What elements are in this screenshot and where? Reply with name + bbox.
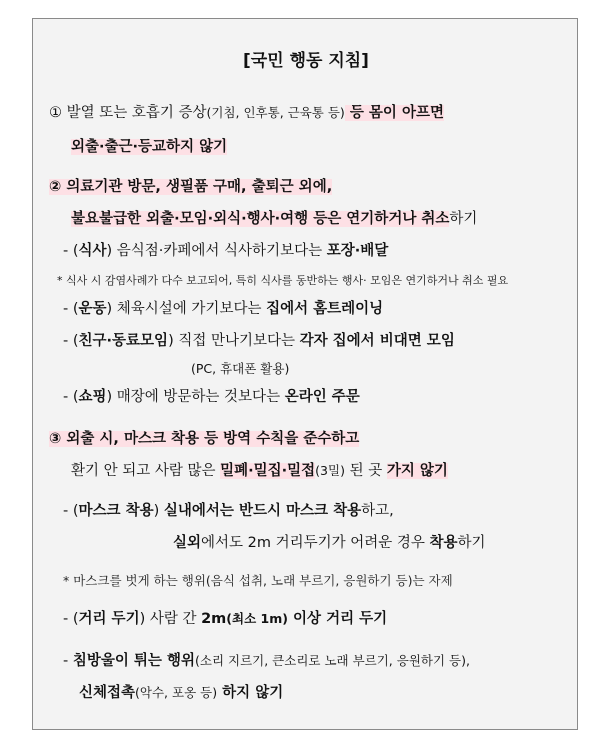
item3-mask-note: * 마스크를 벗게 하는 행위(음식 섭취, 노래 부르기, 응원하기 등)는 자제 (63, 573, 453, 588)
item3-sub-contact: 신체접촉(악수, 포옹 등) 하지 않기 (79, 685, 284, 701)
item3-number: ③ (49, 431, 62, 447)
item3-line1: ③ 외출 시, 마스크 착용 등 방역 수칙을 준수하고 (49, 431, 360, 447)
item2-sub-exercise: - (운동) 체육시설에 가기보다는 집에서 홈트레이닝 (63, 301, 384, 317)
document-title: [국민 행동 지침] (243, 51, 369, 71)
item2-sub-meeting: - (친구·동료모임) 직접 만나기보다는 각자 집에서 비대면 모임 (63, 333, 455, 349)
guideline-document (32, 18, 578, 730)
item2-sub-meal: - (식사) 음식점·카페에서 식사하기보다는 포장·배달 (63, 243, 389, 259)
item1-number: ① (49, 105, 62, 121)
item1-line2: 외출·출근·등교하지 않기 (71, 139, 228, 155)
item3-sub-distance: - (거리 두기) 사람 간 2m(최소 1m) 이상 거리 두기 (63, 611, 388, 627)
item2-number: ② (49, 179, 62, 195)
item3-sub-mask-line2: 실외에서도 2m 거리두기가 어려운 경우 착용하기 (173, 535, 486, 551)
item1-line1: ① 발열 또는 호흡기 증상(기침, 인후통, 근육통 등) 등 몸이 아프면 (49, 105, 444, 121)
item3-sub-droplets: - 침방울이 튀는 행위(소리 지르기, 큰소리로 노래 부르기, 응원하기 등), (63, 653, 470, 669)
item2-meal-note: * 식사 시 감염사례가 다수 보고되어, 특히 식사를 동반하는 행사· 모임은 연기하거나 취소 필요 (57, 274, 509, 287)
item2-sub-shopping: - (쇼핑) 매장에 방문하는 것보다는 온라인 주문 (63, 389, 360, 405)
item2-line2: 불요불급한 외출·모임·외식·행사·여행 등은 연기하거나 취소하기 (71, 211, 478, 227)
item3-sub-mask: - (마스크 착용) 실내에서는 반드시 마스크 착용하고, (63, 503, 394, 519)
item2-line1: ② 의료기관 방문, 생필품 구매, 출퇴근 외에, (49, 179, 333, 195)
item3-line2: 환기 안 되고 사람 많은 밀폐·밀집·밀접(3밀) 된 곳 가지 않기 (71, 463, 448, 479)
item2-meeting-note: (PC, 휴대폰 활용) (191, 361, 290, 376)
